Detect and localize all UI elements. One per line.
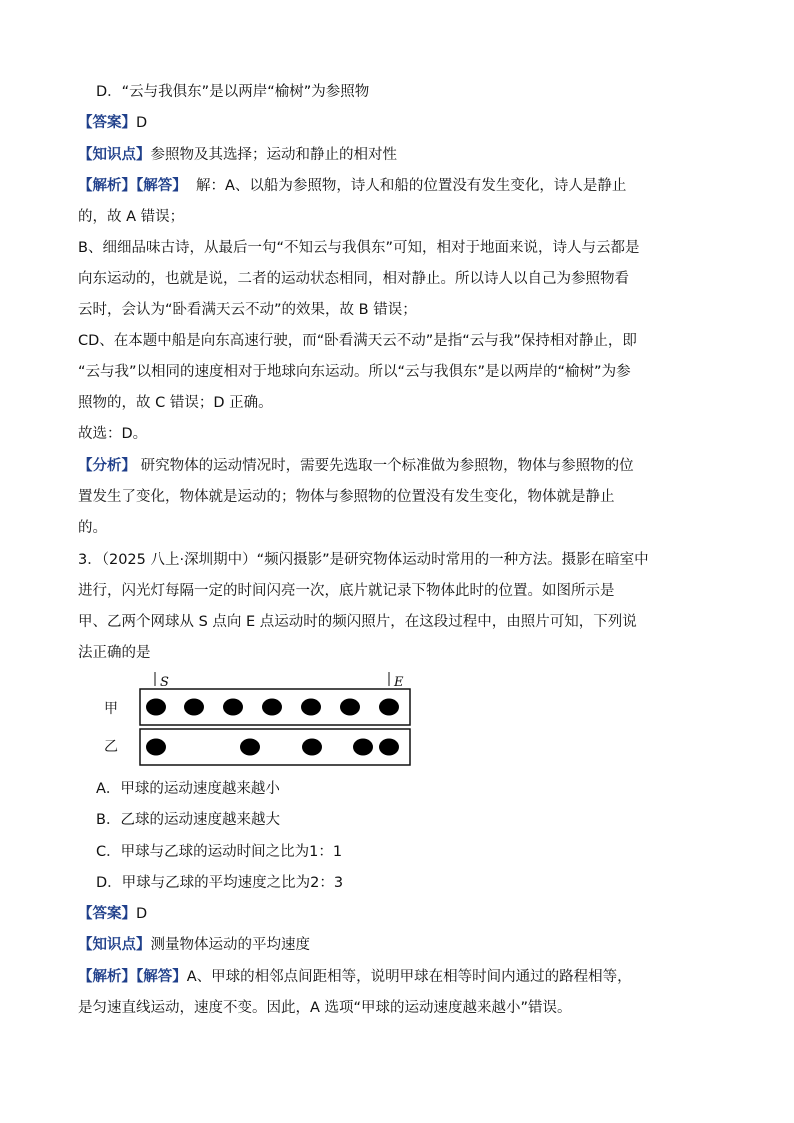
jia-ball: [184, 699, 204, 716]
analysis-2-line-1: [78, 967, 668, 987]
option-c: C．甲球与乙球的运动时间之比为1：1: [96, 844, 343, 860]
answer-value: D: [136, 115, 148, 131]
option-d: D．甲球与乙球的平均速度之比为2：3: [96, 875, 344, 891]
fenxi-1-line-2: 置发生了变化，物体就是运动的；物体与参照物的位置没有发生变化，物体就是静止: [78, 489, 615, 505]
analysis-1-line-6: CD、在本题中船是向东高速行驶，而“卧看满天云不动”是指“云与我”保持相对静止，即: [78, 333, 637, 349]
row-yi-label: 乙: [104, 739, 118, 755]
question-3-line-2: 进行，闪光灯每隔一定的时间闪亮一次，底片就记录下物体此时的位置。如图所示是: [78, 583, 615, 599]
analysis-1-line-2: 的，故 A 错误；: [78, 209, 185, 225]
knowledge-tag: 【知识点】: [78, 147, 151, 163]
yi-ball: [146, 739, 166, 756]
knowledge-point-2: [78, 935, 668, 955]
jia-ball: [301, 699, 321, 716]
question-3-line-4: 法正确的是: [78, 645, 151, 661]
jia-ball: [146, 699, 166, 716]
answer-1: [78, 113, 668, 133]
analysis-1-line-5: 云时，会认为“卧看满天云不动”的效果，故 B 错误；: [78, 302, 417, 318]
question-3-line-3: 甲、乙两个网球从 S 点向 E 点运动时的频闪照片，在这段过程中，由照片可知，下列说: [78, 614, 637, 630]
yi-ball: [353, 739, 373, 756]
yi-ball: [240, 739, 260, 756]
analysis-tag: 【解析】【解答】: [78, 178, 187, 194]
analysis-text: 解：A、以船为参照物，诗人和船的位置没有发生变化，诗人是静止: [195, 178, 627, 194]
question-3-line-1: 3．（2025 八上·深圳期中）“频闪摄影”是研究物体运动时常用的一种方法。摄影在暗室中: [78, 552, 649, 568]
fenxi-1-line-1: [78, 456, 668, 476]
analysis-tag: 【解析】【解答】: [78, 969, 187, 985]
option-d-previous: D．“云与我俱东”是以两岸“榆树”为参照物: [96, 84, 370, 100]
knowledge-tag: 【知识点】: [78, 937, 151, 953]
row-jia-label: 甲: [104, 701, 118, 717]
fenxi-text: 研究物体的运动情况时，需要先选取一个标准做为参照物，物体与参照物的位: [140, 458, 634, 474]
yi-ball: [379, 739, 399, 756]
knowledge-value: 测量物体运动的平均速度: [150, 937, 310, 953]
strobe-photo-figure: [100, 670, 420, 770]
e-marker-label: E: [394, 675, 404, 690]
fenxi-1-line-3: 的。: [78, 520, 107, 536]
knowledge-point-1: [78, 145, 668, 165]
analysis-1-line-8: 照物的，故 C 错误；D 正确。: [78, 395, 273, 411]
analysis-1-line-1: [78, 176, 668, 196]
row-yi-balls: [146, 739, 399, 756]
answer-tag: 【答案】: [78, 115, 136, 131]
row-jia-balls: [146, 699, 399, 716]
answer-tag: 【答案】: [78, 906, 136, 922]
fenxi-tag: 【分析】: [78, 458, 136, 474]
jia-ball: [340, 699, 360, 716]
yi-ball: [302, 739, 322, 756]
answer-2: [78, 904, 668, 924]
jia-ball: [379, 699, 399, 716]
option-b: B．乙球的运动速度越来越大: [96, 812, 280, 828]
analysis-1-line-3: B、细细品味古诗，从最后一句“不知云与我俱东”可知，相对于地面来说，诗人与云都是: [78, 240, 640, 256]
jia-ball: [223, 699, 243, 716]
analysis-text: A、甲球的相邻点间距相等，说明甲球在相等时间内通过的路程相等，: [186, 969, 632, 985]
s-marker-label: S: [160, 675, 169, 690]
jia-ball: [262, 699, 282, 716]
analysis-1-choice: 故选：D。: [78, 426, 148, 442]
answer-value: D: [136, 906, 148, 922]
analysis-2-line-2: 是匀速直线运动，速度不变。因此，A 选项“甲球的运动速度越来越小”错误。: [78, 1000, 572, 1016]
analysis-1-line-4: 向东运动的，也就是说，二者的运动状态相同，相对静止。所以诗人以自己为参照物看: [78, 271, 629, 287]
knowledge-value: 参照物及其选择；运动和静止的相对性: [150, 147, 397, 163]
analysis-1-line-7: “云与我”以相同的速度相对于地球向东运动。所以“云与我俱东”是以两岸的“榆树”为参: [78, 364, 631, 380]
option-a: A．甲球的运动速度越来越小: [96, 781, 280, 797]
